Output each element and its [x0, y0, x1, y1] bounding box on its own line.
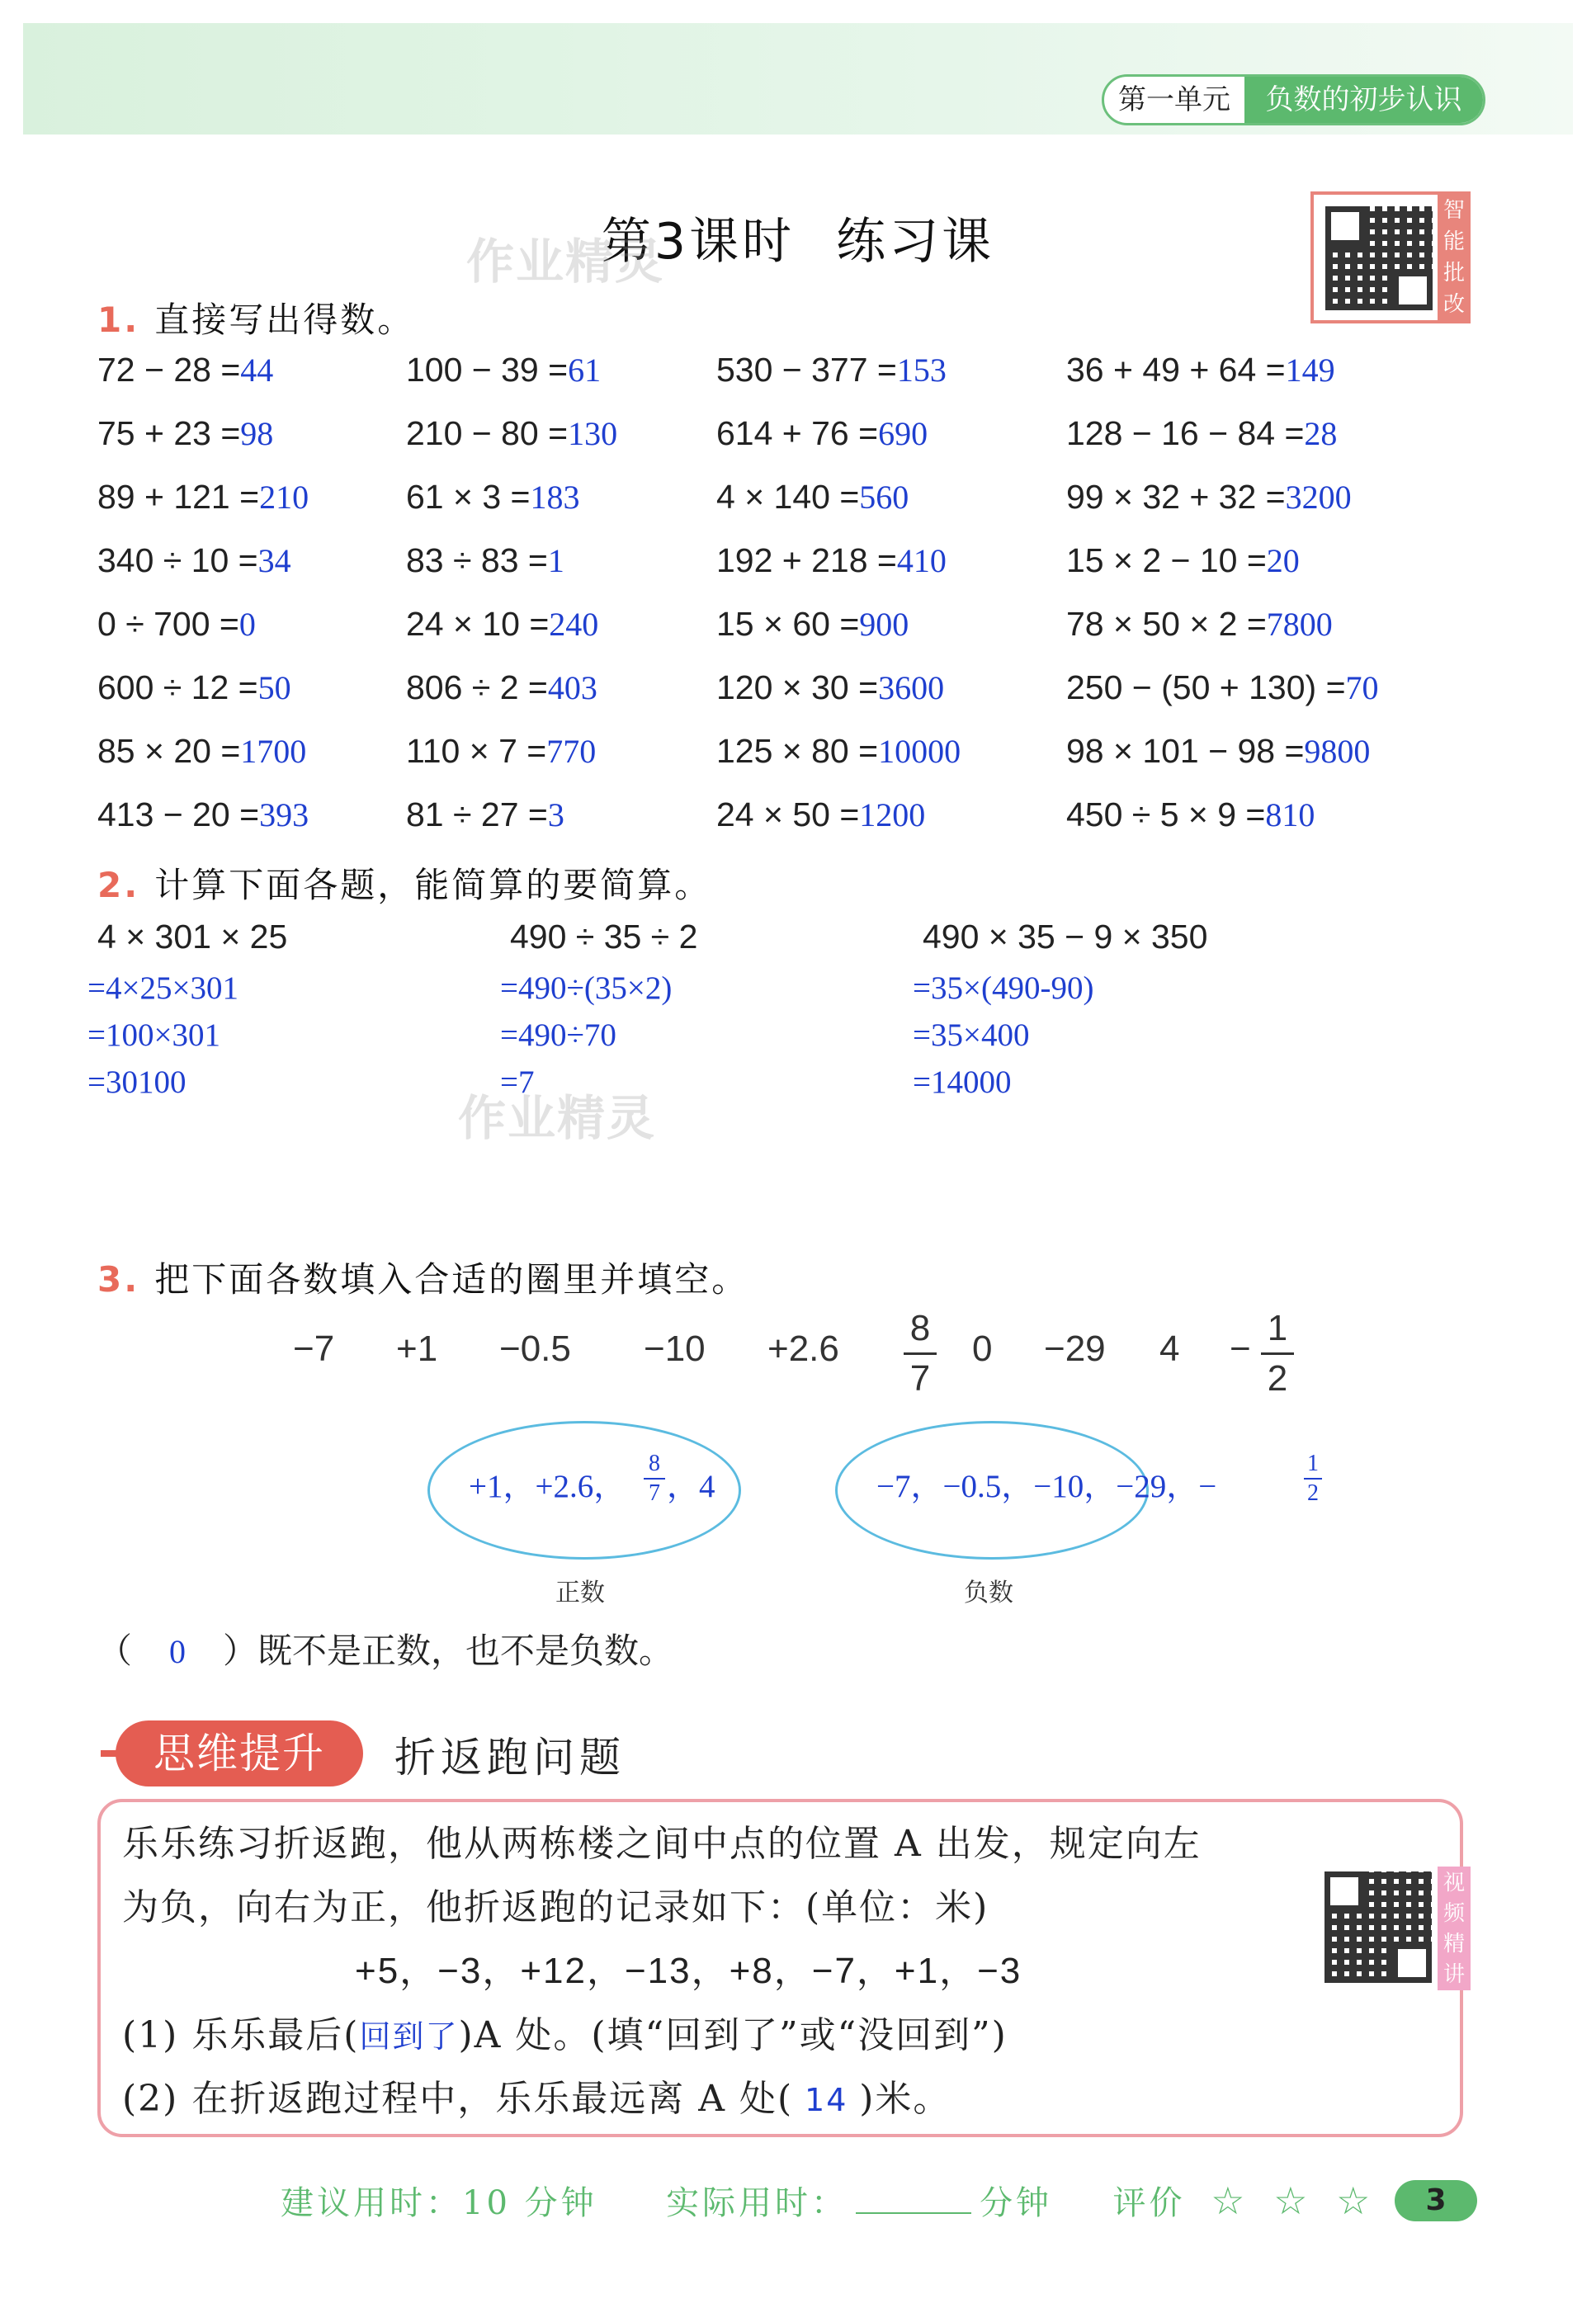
arithmetic-item: [97, 732, 306, 771]
expression: 24 × 50 =: [716, 795, 860, 833]
zero-fill-sentence: （ 0 ）既不是正数，也不是负数。: [97, 1631, 674, 1671]
answer: 153: [896, 352, 947, 389]
arithmetic-item: [406, 795, 564, 834]
expression: 4 × 140 =: [716, 478, 860, 516]
fraction-8-7: 8 7: [904, 1308, 937, 1399]
arithmetic-item: [406, 414, 617, 453]
arithmetic-item: [1066, 732, 1370, 771]
qr-tag-char: 能: [1443, 229, 1465, 254]
watermark-middle: 作业精灵: [458, 1090, 657, 1146]
number-item: 0: [972, 1329, 993, 1369]
arithmetic-item: [406, 478, 579, 517]
thinking-line-2: 为负，向右为正，他折返跑的记录如下：(单位：米): [122, 1886, 989, 1928]
actual-time-label: 实际用时：: [666, 2184, 848, 2222]
problem-expression: 4 × 301 × 25: [97, 918, 288, 956]
positive-answer-fraction: 8 7: [644, 1451, 665, 1507]
zero-fill-answer: 0: [169, 1633, 187, 1670]
actual-time-blank[interactable]: [856, 2212, 971, 2214]
qr-tag-grading: [1438, 191, 1471, 323]
question-1-heading: [97, 293, 414, 342]
thinking-answer-1: 回到了: [359, 2018, 459, 2055]
expression: 98 × 101 − 98 =: [1066, 732, 1305, 770]
answer: 7800: [1266, 606, 1333, 643]
answer: 0: [238, 606, 256, 643]
negative-answer: −7，−0.5，−10，−29，−: [876, 1469, 1217, 1504]
thinking-badge: 思维提升: [116, 1720, 363, 1786]
answer: 44: [240, 352, 274, 389]
question-number: 3.: [97, 1259, 140, 1300]
arithmetic-item: [716, 732, 961, 771]
arithmetic-item: [97, 795, 309, 834]
solution-step: =30100: [87, 1064, 187, 1100]
arithmetic-item: [1066, 478, 1352, 517]
unit-label: 第一单元: [1118, 83, 1230, 116]
number-item: −7: [293, 1329, 335, 1369]
expression: 24 × 10 =: [406, 605, 550, 643]
answer: 183: [530, 479, 580, 516]
answer: 28: [1304, 415, 1338, 452]
expression: 413 − 20 =: [97, 795, 260, 833]
positive-answer-tail: ，4: [667, 1469, 715, 1504]
solution-step: =35×(490-90): [913, 970, 1094, 1006]
qr-code-video-icon[interactable]: [1324, 1871, 1432, 1983]
answer: 3600: [878, 669, 945, 706]
expression: 250 − (50 + 130) =: [1066, 668, 1346, 706]
expression: 125 × 80 =: [716, 732, 879, 770]
answer: 1200: [859, 796, 926, 833]
positive-label: 正数: [555, 1579, 605, 1607]
expression: 15 × 2 − 10 =: [1066, 541, 1267, 579]
expression: 128 − 16 − 84 =: [1066, 414, 1305, 452]
arithmetic-item: [97, 668, 291, 707]
arithmetic-item: [406, 668, 597, 707]
answer: 410: [896, 542, 947, 579]
expression: 530 − 377 =: [716, 351, 897, 389]
minutes-label: 分钟: [980, 2184, 1053, 2222]
question-number: 1.: [97, 300, 140, 340]
negative-label: 负数: [964, 1579, 1013, 1607]
answer: 210: [259, 479, 309, 516]
problem-expression: 490 ÷ 35 ÷ 2: [510, 918, 698, 956]
solution-step: =4×25×301: [87, 970, 238, 1006]
answer: 61: [568, 352, 602, 389]
answer: 98: [240, 415, 274, 452]
expression: 81 ÷ 27 =: [406, 795, 548, 833]
arithmetic-item: [716, 351, 947, 389]
qr-tag-char: 讲: [1443, 1962, 1465, 1987]
arithmetic-item: [1066, 605, 1333, 644]
expression: 600 ÷ 12 =: [97, 668, 258, 706]
suggested-time: 建议用时：10 分钟: [281, 2184, 597, 2222]
footer: [281, 2177, 1373, 2224]
thinking-record: +5，−3，+12，−13，+8，−7，+1，−3: [355, 1951, 1022, 1991]
solution-step: =100×301: [87, 1017, 220, 1053]
question-title: 计算下面各题，能简算的要简算。: [154, 865, 712, 905]
arithmetic-item: [1066, 351, 1335, 389]
expression: 450 ÷ 5 × 9 =: [1066, 795, 1266, 833]
negative-answer-fraction: 1 2: [1304, 1451, 1322, 1507]
answer: 770: [546, 733, 597, 770]
arithmetic-item: [716, 414, 928, 453]
thinking-question-2: (2) 在折返跑过程中，乐乐最远离 A 处( 14 )米。: [122, 2078, 951, 2120]
arithmetic-item: [716, 605, 909, 644]
expression: 85 × 20 =: [97, 732, 241, 770]
arithmetic-item: [97, 605, 256, 644]
page-number: 3: [1395, 2180, 1477, 2221]
star-icon[interactable]: ☆: [1211, 2178, 1249, 2223]
arithmetic-item: [1066, 414, 1337, 453]
number-item: 4: [1159, 1329, 1180, 1369]
qr-tag-char: 精: [1443, 1932, 1465, 1956]
star-icon[interactable]: ☆: [1273, 2178, 1311, 2223]
answer: 70: [1345, 669, 1379, 706]
expression: 99 × 32 + 32 =: [1066, 478, 1286, 516]
answer: 560: [859, 479, 909, 516]
expression: 192 + 218 =: [716, 541, 897, 579]
expression: 806 ÷ 2 =: [406, 668, 548, 706]
expression: 100 − 39 =: [406, 351, 569, 389]
question-3-heading: [97, 1253, 748, 1302]
answer: 20: [1266, 542, 1300, 579]
answer: 810: [1265, 796, 1315, 833]
answer: 149: [1285, 352, 1335, 389]
arithmetic-item: [1066, 795, 1315, 834]
arithmetic-item: [716, 541, 947, 580]
lesson-name: 练习课: [836, 213, 995, 271]
question-number: 2.: [97, 865, 140, 905]
expression: 110 × 7 =: [406, 732, 547, 770]
arithmetic-item: [97, 351, 273, 389]
arithmetic-item: [716, 478, 909, 517]
arithmetic-item: [97, 478, 309, 517]
positive-answer: +1，+2.6，: [469, 1469, 626, 1504]
qr-tag-char: 智: [1443, 198, 1465, 223]
expression: 0 ÷ 700 =: [97, 605, 239, 643]
number-item: −0.5: [499, 1329, 571, 1369]
answer: 690: [878, 415, 928, 452]
answer: 393: [259, 796, 309, 833]
thinking-line-1: 乐乐练习折返跑，他从两栋楼之间中点的位置 A 出发，规定向左: [122, 1823, 1202, 1865]
qr-tag-char: 视: [1443, 1871, 1465, 1895]
number-item: +2.6: [767, 1329, 839, 1369]
expression: 61 × 3 =: [406, 478, 531, 516]
solution-step: =490÷(35×2): [500, 970, 673, 1006]
question-title: 直接写出得数。: [154, 300, 415, 340]
arithmetic-item: [97, 414, 273, 453]
arithmetic-item: [1066, 541, 1300, 580]
arithmetic-item: [406, 605, 598, 644]
answer: 1700: [240, 733, 307, 770]
answer: 3200: [1285, 479, 1352, 516]
question-title: 把下面各数填入合适的圈里并填空。: [154, 1259, 749, 1300]
expression: 120 × 30 =: [716, 668, 879, 706]
qr-tag-video: [1438, 1867, 1471, 1990]
arithmetic-item: [716, 668, 944, 707]
rating-label: 评价: [1112, 2184, 1186, 2222]
answer: 900: [859, 606, 909, 643]
answer: 403: [547, 669, 597, 706]
qr-tag-char: 频: [1443, 1901, 1465, 1926]
solution-step: =490÷70: [500, 1017, 616, 1053]
thinking-question-1: (1) 乐乐最后(回到了)A 处。(填“回到了”或“没回到”): [122, 2014, 1008, 2056]
answer: 1: [547, 542, 564, 579]
arithmetic-item: [1066, 668, 1379, 707]
arithmetic-item: [716, 795, 925, 834]
answer: 240: [549, 606, 599, 643]
expression: 340 ÷ 10 =: [97, 541, 258, 579]
watermark-top: 作业精灵: [466, 234, 665, 290]
solution-step: =7: [500, 1064, 535, 1100]
qr-code-icon: [1325, 206, 1433, 310]
answer: 9800: [1304, 733, 1371, 770]
expression: 83 ÷ 83 =: [406, 541, 548, 579]
number-item: −29: [1044, 1329, 1106, 1369]
arithmetic-item: [97, 541, 291, 580]
expression: 89 + 121 =: [97, 478, 260, 516]
expression: 72 − 28 =: [97, 351, 241, 389]
arithmetic-item: [406, 732, 596, 771]
arithmetic-item: [406, 351, 601, 389]
thinking-answer-2: 14: [805, 2082, 848, 2118]
answer: 34: [257, 542, 291, 579]
negative-sign: −: [1230, 1329, 1251, 1369]
answer: 50: [257, 669, 291, 706]
qr-tag-char: 批: [1443, 261, 1465, 286]
qr-tag-char: 改: [1443, 292, 1465, 317]
arithmetic-item: [406, 541, 564, 580]
fraction-one-half: 1 2: [1261, 1308, 1294, 1399]
lesson-number: 第3课时: [601, 213, 796, 271]
question-2-heading: [97, 858, 711, 908]
solution-step: =35×400: [913, 1017, 1030, 1053]
expression: 210 − 80 =: [406, 414, 569, 452]
unit-pill: [1102, 74, 1485, 125]
answer: 130: [568, 415, 618, 452]
solution-step: =14000: [913, 1064, 1012, 1100]
expression: 75 + 23 =: [97, 414, 241, 452]
expression: 36 + 49 + 64 =: [1066, 351, 1286, 389]
number-item: +1: [396, 1329, 438, 1369]
answer: 10000: [878, 733, 961, 770]
star-icon[interactable]: ☆: [1336, 2178, 1374, 2223]
number-item: −10: [644, 1329, 706, 1369]
problem-expression: 490 × 35 − 9 × 350: [923, 918, 1208, 956]
expression: 614 + 76 =: [716, 414, 879, 452]
topic-label: 负数的初步认识: [1244, 77, 1483, 123]
expression: 78 × 50 × 2 =: [1066, 605, 1267, 643]
expression: 15 × 60 =: [716, 605, 860, 643]
answer: 3: [547, 796, 564, 833]
thinking-title: 折返跑问题: [394, 1734, 626, 1782]
